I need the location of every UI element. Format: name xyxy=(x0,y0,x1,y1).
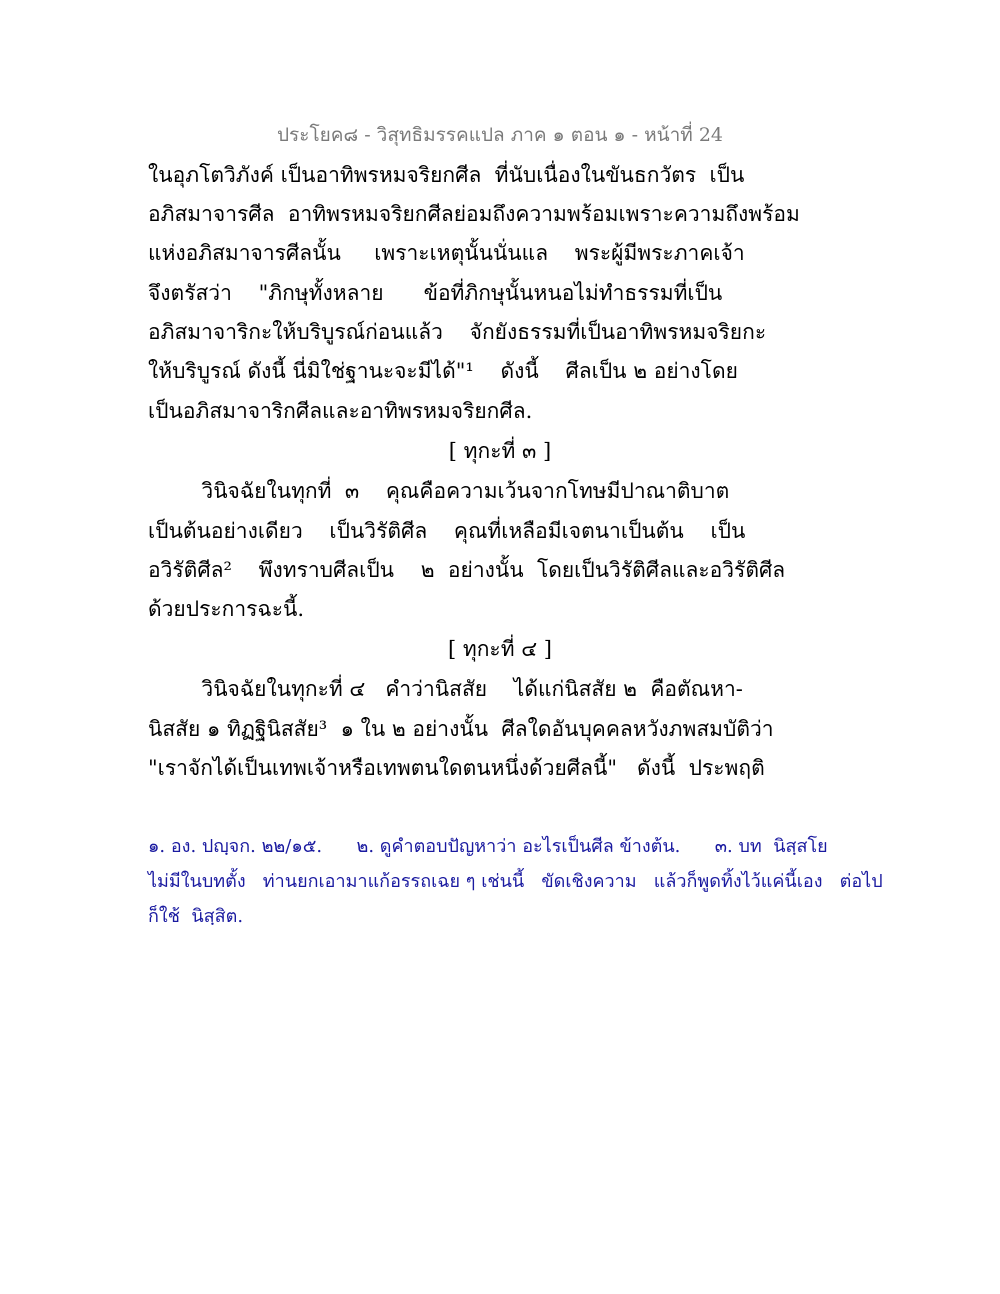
text-line: นิสสัย ๑ ทิฏฐินิสสัย³ ๑ ใน ๒ อย่างนั้น ศีลใดอันบุคคลหวังภพสมบัติว่า xyxy=(148,717,774,741)
text-line: แห่งอภิสมาจารศีลนั้น เพราะเหตุนั้นนั่นแล พระผู้มีพระภาคเจ้า xyxy=(148,241,745,265)
text-line: วินิจฉัยในทุกะที่ ๔ คำว่านิสสัย ได้แก่นิสสัย ๒ คือตัณหา- xyxy=(148,677,743,701)
text-line: อภิสมาจาริกะให้บริบูรณ์ก่อนแล้ว จักยังธรรมที่เป็นอาทิพรหมจริยกะ xyxy=(148,320,767,344)
text-line: อวิรัติศีล² พึงทราบศีลเป็น ๒ อย่างนั้น โดยเป็นวิรัติศีลและอวิรัติศีล xyxy=(148,558,786,582)
text-line: เป็นอภิสมาจาริกศีลและอาทิพรหมจริยกศีล. xyxy=(148,399,533,423)
footnote-line: ก็ใช้ นิสฺสิต. xyxy=(148,906,244,927)
section-heading: [ ทุกะที่ ๔ ] xyxy=(448,637,552,661)
text-line: อภิสมาจารศีล อาทิพรหมจริยกศีลย่อมถึงความพร้อมเพราะความถึงพร้อม xyxy=(148,202,800,226)
page-header: ประโยค๘ - วิสุทธิมรรคแปล ภาค ๑ ตอน ๑ - หน้าที่ 24 xyxy=(277,124,723,146)
text-line: วินิจฉัยในทุกที่ ๓ คุณคือความเว้นจากโทษมีปาณาติบาต xyxy=(148,479,730,503)
section-heading: [ ทุกะที่ ๓ ] xyxy=(448,439,552,463)
footnote-line: ๑. อง. ปญฺจก. ๒๒/๑๕. ๒. ดูคำตอบปัญหาว่า อะไรเป็นศีล ข้างต้น. ๓. บท นิสฺสโย xyxy=(148,836,828,857)
text-line: "เราจักได้เป็นเทพเจ้าหรือเทพตนใดตนหนึ่งด้วยศีลนี้" ดังนี้ ประพฤติ xyxy=(148,756,765,780)
text-line: ในอุภโตวิภังค์ เป็นอาทิพรหมจริยกศีล ที่นับเนื่องในขันธกวัตร เป็น xyxy=(148,163,745,187)
text-line: จึงตรัสว่า "ภิกษุทั้งหลาย ข้อที่ภิกษุนั้นหนอไม่ทำธรรมที่เป็น xyxy=(148,281,723,305)
footnote-line: ไม่มีในบทตั้ง ท่านยกเอามาแก้อรรถเฉย ๆ เช่นนี้ ขัดเชิงความ แล้วก็พูดทิ้งไว้แค่นี้เอง ต่อไป xyxy=(148,871,883,892)
text-line: เป็นต้นอย่างเดียว เป็นวิรัติศีล คุณที่เหลือมีเจตนาเป็นต้น เป็น xyxy=(148,519,746,543)
text-line: ให้บริบูรณ์ ดังนี้ นี่มิใช่ฐานะจะมีได้"¹ ดังนี้ ศีลเป็น ๒ อย่างโดย xyxy=(148,359,738,383)
text-line: ด้วยประการฉะนี้. xyxy=(148,597,305,621)
